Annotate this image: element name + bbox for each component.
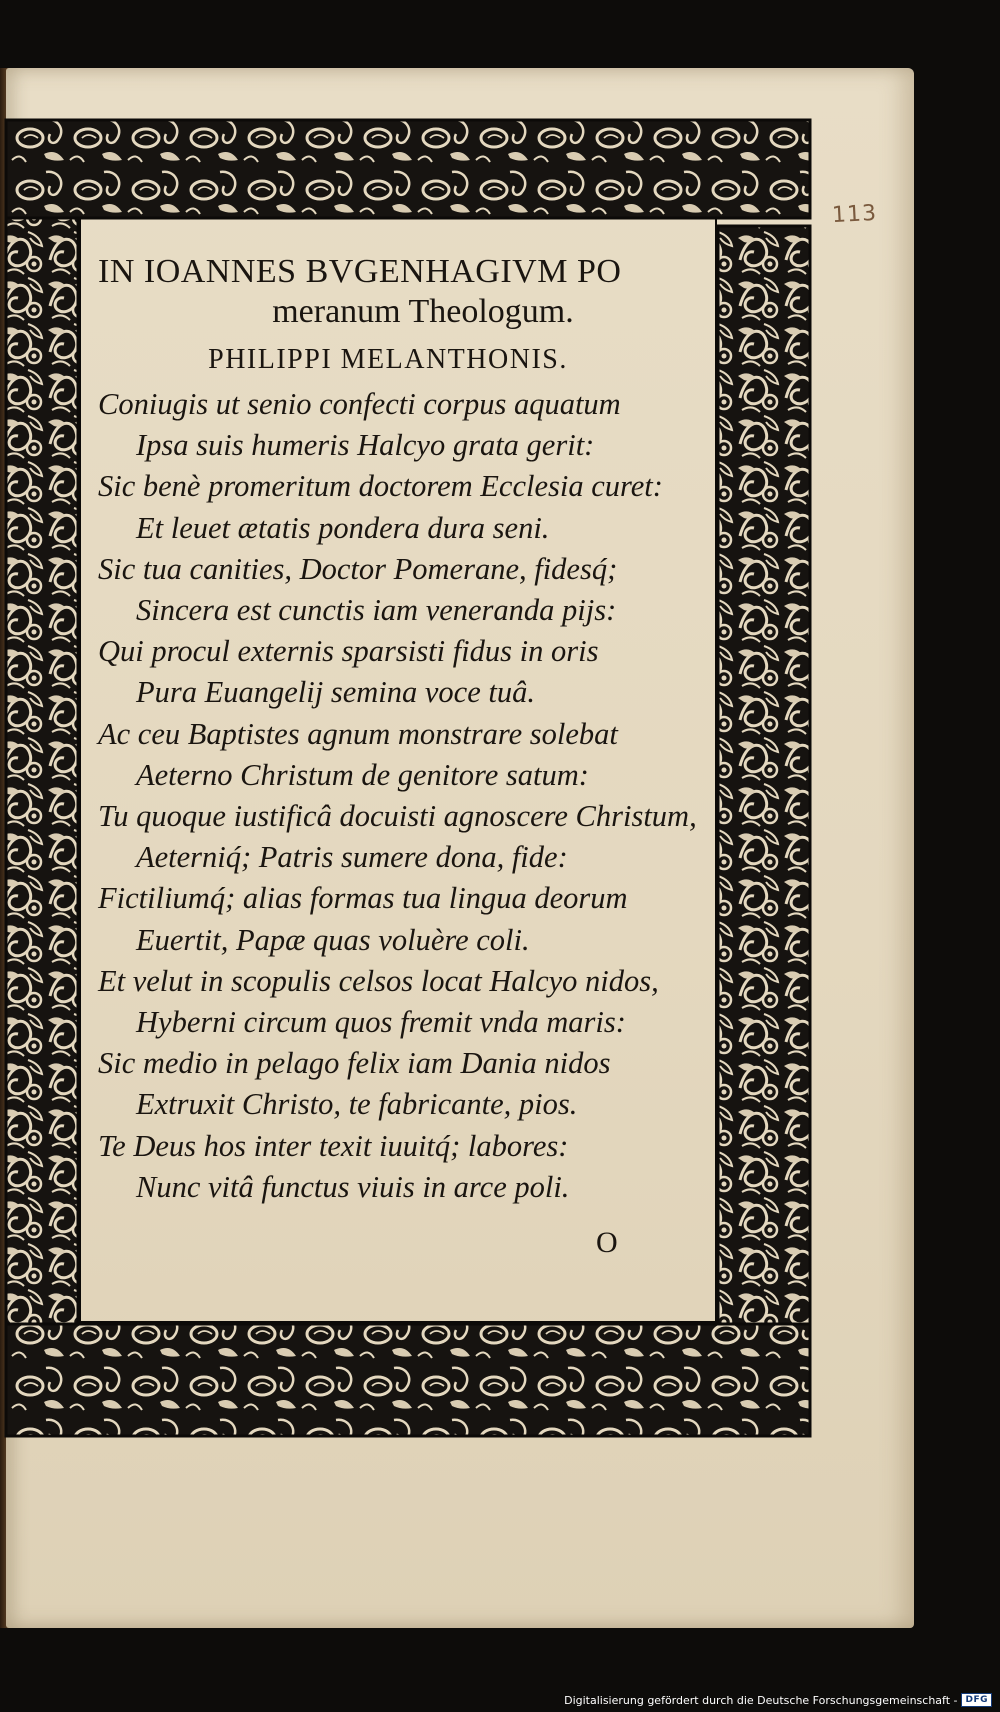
- verse-line: Qui procul externis sparsisti fidus in oris: [98, 634, 599, 669]
- catchword: O: [596, 1226, 618, 1259]
- verse-line: Fictiliumq́; alias formas tua lingua deorum: [98, 881, 628, 916]
- verse-line: Tu quoque iustificâ docuisti agnoscere Christum,: [98, 799, 697, 834]
- verse-line: Ipsa suis humeris Halcyo grata gerit:: [136, 428, 595, 463]
- verse-line: Sincera est cunctis iam veneranda pijs:: [136, 593, 617, 628]
- digitization-credit: [562, 1690, 994, 1710]
- verse-line: Aeterno Christum de genitore satum:: [136, 757, 589, 792]
- dfg-logo: DFG: [961, 1693, 992, 1707]
- poem-text-block: [98, 252, 708, 1208]
- verse-line: Et velut in scopulis celsos locat Halcyo nidos,: [98, 963, 659, 998]
- verse-line: Sic medio in pelago felix iam Dania nidos: [98, 1046, 611, 1081]
- verse-line: Sic tua canities, Doctor Pomerane, fidesq́;: [98, 551, 618, 586]
- verse-line: Coniugis ut senio confecti corpus aquatum: [98, 387, 621, 421]
- poem-author: PHILIPPI MELANTHONIS.: [208, 344, 568, 375]
- poem-title-line-2: meranum Theologum.: [272, 293, 574, 330]
- verse-line: Et leuet ætatis pondera dura seni.: [136, 510, 550, 545]
- credit-text: Digitalisierung gefördert durch die Deutsche Forschungsgemeinschaft -: [564, 1693, 958, 1707]
- verse-line: Extruxit Christo, te fabricante, pios.: [136, 1087, 578, 1122]
- verse-line: Sic benè promeritum doctorem Ecclesia curet:: [98, 469, 663, 504]
- verse-line: Te Deus hos inter texit iuuitq́; labores:: [98, 1128, 569, 1163]
- verse-line: Pura Euangelij semina voce tuâ.: [136, 675, 535, 710]
- verse-line: Ac ceu Baptistes agnum monstrare solebat: [98, 716, 618, 751]
- verse-line: Hyberni circum quos fremit vnda maris:: [136, 1005, 626, 1040]
- verse-line: Aeterniq́; Patris sumere dona, fide:: [136, 840, 568, 875]
- folio-number: 113: [831, 200, 878, 229]
- poem-title-line-1: IN IOANNES BVGENHAGIVM PO: [98, 253, 622, 290]
- verse-line: Nunc vitâ functus viuis in arce poli.: [136, 1169, 570, 1204]
- verse-line: Euertit, Papæ quas voluère coli.: [136, 922, 530, 957]
